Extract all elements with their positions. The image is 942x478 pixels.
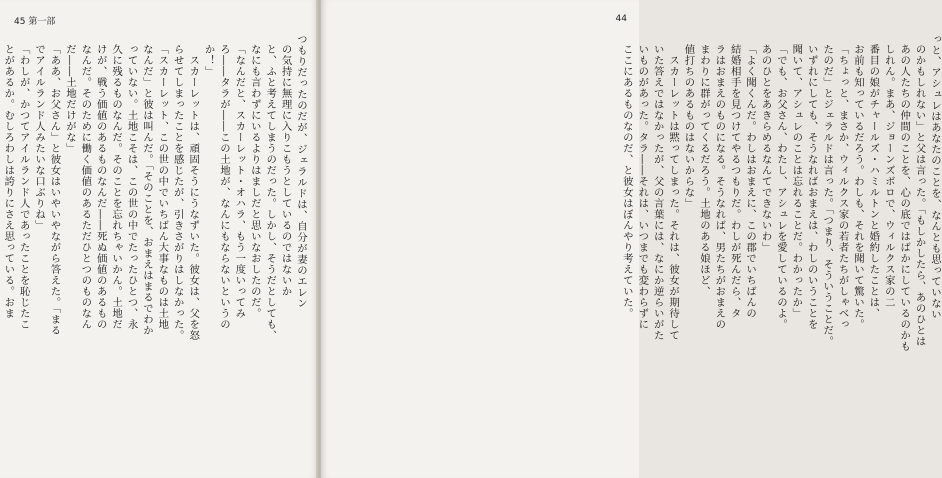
- text-line: スカーレットは黙ってしまった。それは、彼女が期待して: [667, 44, 680, 342]
- text-line: 聞いて、アシュレのことは忘れることだ。わかったか」: [790, 44, 803, 320]
- text-line: あの人たちの仲間のことを、心の底ではばかにしているのかも: [898, 44, 911, 353]
- left-page: [0, 0, 318, 478]
- text-line: しれん。まあ、ジョーンズボロで、ウィルクス家の二: [882, 44, 895, 309]
- text-line: と、ふと考えてしまうのだった。しかし、そうだとしても、: [264, 44, 277, 342]
- text-line: お前も知っているだろう。わしも、それを聞いて驚いた。: [851, 44, 864, 331]
- text-line: の気持に無理に入りこもうとしているのではないか: [279, 44, 292, 298]
- text-line: 結婚相手を見つけてやるつもりだ。わしが死んだら、タ: [728, 44, 741, 320]
- text-line: だ――土地だけがな」: [63, 44, 76, 155]
- text-line: 「よく聞くんだ。わしはおまえに、この郡でいちばんの: [744, 44, 757, 320]
- text-line: まわりに群がってくるだろう。土地のある娘ほど、: [697, 44, 710, 298]
- text-line: スカーレットは、頑固そうにうなずいた。彼女は、父を怒: [187, 44, 200, 342]
- text-line: 「なんだと、スカーレット・オハラ、もう一度いってみ: [233, 44, 246, 320]
- text-line: か！」: [202, 44, 215, 78]
- text-line: たのだ」とジェラルドは言った。「つまり、そういうことだ。: [821, 44, 834, 348]
- text-line: 久に残るものなんだ。そのことを忘れちゃいかん。土地だ: [110, 44, 123, 331]
- text-line: ラはおまえのものになる。そうなれば、男たちがおまえの: [713, 44, 726, 331]
- text-line: とがあるか。むしろわしは誇りにさえ思っている。おま: [2, 44, 15, 320]
- text-line: っと、アシュレはあなたのことを、なんとも思っていない: [929, 34, 941, 320]
- text-line: 番目の娘がチャールズ・ハミルトンと婚約したことは、: [867, 44, 880, 320]
- text-line: らせてしまったことを感じたが、引きさがりはしなかった。: [171, 44, 184, 342]
- text-line: 値打ちのあるものはないからな」: [682, 44, 695, 210]
- text-line: あのひとをあきらめるなんてできないわ」: [759, 44, 772, 254]
- text-line: 「ちょっと、まさか、ウィルクス家の若者たちがしゃべっ: [836, 44, 849, 331]
- text-line: 「スカーレット、この世の中でいちばん大事なものは土地: [156, 44, 169, 331]
- text-line: ろ――タラが――この土地が、なんにもならないというの: [217, 44, 230, 331]
- text-line: ここにあるものなのだ、と彼女はぼんやり考えていた。: [620, 44, 633, 320]
- text-line: 「ああ、お父さん」と彼女はいやいやながら答えた。「まる: [48, 44, 61, 337]
- text-line: いた答えではなかったが、父の言葉には、なにか逆らいがた: [651, 44, 664, 342]
- text-line: のかもしれない」と父は言った。「もしかしたら、あのひとは: [913, 44, 926, 348]
- text-line: なんだ。そのために働く価値のあるただひとつのものなん: [79, 44, 92, 331]
- text-line: いものがあった。タラ――それは、いつまでも変わらずに: [636, 44, 649, 331]
- right-page-body: [620, 34, 942, 459]
- text-line: なにも言わずにいるよりはましだと思いなおしたのだ。: [248, 44, 261, 320]
- text-line: 「わしが、かつてアイルランド人であったことを恥じたこ: [17, 44, 30, 331]
- text-line: でアイルランド人みたいな口ぶりね」: [33, 44, 46, 232]
- right-page-header: 44: [615, 14, 627, 24]
- text-line: 「でも、お父さん、わたし、アシュレを愛しているのよ。: [774, 44, 787, 331]
- text-line: なんだ」と彼は叫んだ。「そのことを、おまえはまるでわか: [140, 44, 153, 337]
- left-page-header: 45 第一部: [14, 17, 56, 27]
- text-line: っていない。土地こそは、この世の中でたったひとつ、永: [125, 44, 138, 331]
- left-page-body: [2, 34, 308, 459]
- right-page: [321, 0, 941, 478]
- text-line: いずれにしても、そうなればおまえは、わしのいうことを: [805, 44, 818, 331]
- text-line: つもりだったのだが、ジェラルドは、自分が妻のエレン: [295, 34, 307, 309]
- text-line: けが、戦う価値のあるものなんだ――死ぬ価値のあるもの: [94, 44, 107, 331]
